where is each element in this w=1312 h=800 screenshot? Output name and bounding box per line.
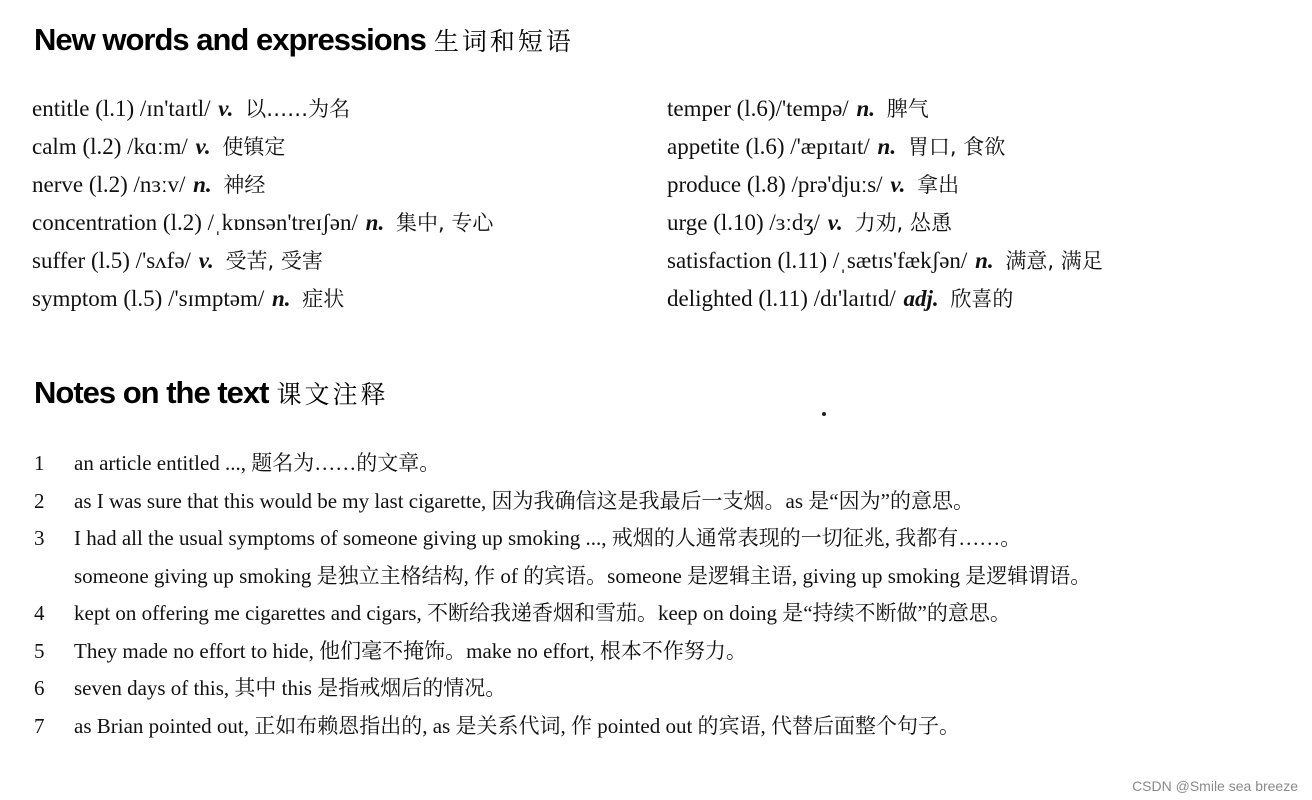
vocab-entry — [32, 280, 652, 318]
note-number: 7 — [34, 713, 45, 738]
vocab-word: calm (l.2) /kɑːm/ — [32, 134, 188, 159]
notes-list — [34, 445, 1284, 745]
note-item — [34, 520, 1284, 595]
vocab-pos: n. — [877, 134, 897, 159]
note-text: an article entitled ..., 题名为……的文章。 — [74, 451, 441, 475]
vocab-word: concentration (l.2) /ˌkɒnsən'treɪʃən/ — [32, 210, 358, 235]
vocab-pos: adj. — [903, 286, 939, 311]
watermark: CSDN @Smile sea breeze — [1132, 778, 1298, 794]
note-text: kept on offering me cigarettes and cigars, 不断给我递香烟和雪茄。keep on doing 是“持续不断做”的意思。 — [74, 601, 1011, 625]
vocab-meaning: 力劝, 怂恿 — [854, 211, 952, 235]
note-number: 3 — [34, 526, 45, 550]
note-number: 4 — [34, 601, 45, 625]
vocab-meaning: 使镇定 — [222, 135, 286, 159]
vocab-word: satisfaction (l.11) /ˌsætɪs'fækʃən/ — [667, 248, 968, 273]
vocab-entry — [667, 166, 1287, 204]
vocab-pos: n. — [975, 248, 994, 273]
notes-heading-en: Notes on the text — [34, 375, 269, 410]
vocab-meaning: 胃口, 食欲 — [907, 135, 1006, 159]
vocab-word: delighted (l.11) /dɪ'laɪtɪd/ — [667, 286, 896, 311]
vocab-pos: n. — [193, 172, 212, 197]
note-number: 5 — [34, 638, 45, 663]
vocab-pos: n. — [856, 96, 875, 121]
vocab-word: temper (l.6)/'tempə/ — [667, 96, 849, 121]
new-words-heading — [34, 22, 574, 58]
vocab-entry — [667, 204, 1287, 242]
note-item — [34, 708, 1284, 746]
vocab-meaning: 脾气 — [886, 97, 929, 121]
vocab-word: nerve (l.2) /nɜːv/ — [32, 172, 186, 197]
notes-heading — [34, 375, 388, 411]
vocab-pos: n. — [271, 286, 291, 311]
vocab-entry — [32, 242, 652, 280]
vocab-pos: v. — [198, 248, 214, 273]
note-text: seven days of this, 其中 this 是指戒烟后的情况。 — [74, 676, 507, 700]
note-text: I had all the usual symptoms of someone giving up smoking ..., 戒烟的人通常表现的一切征兆, 我都有……。 — [74, 526, 1022, 550]
vocab-word: produce (l.8) /prə'djuːs/ — [667, 172, 883, 197]
vocab-word: suffer (l.5) /'sʌfə/ — [32, 248, 191, 273]
note-text: as I was sure that this would be my last cigarette, 因为我确信这是我最后一支烟。as 是“因为”的意思。 — [74, 488, 974, 513]
new-words-heading-cn: 生词和短语 — [433, 27, 574, 56]
vocab-pos: v. — [890, 172, 906, 197]
vocab-entry — [667, 90, 1287, 128]
vocab-pos: v. — [218, 96, 234, 121]
vocab-pos: v. — [827, 210, 843, 235]
note-number: 2 — [34, 488, 45, 513]
vocab-meaning: 集中, 专心 — [395, 211, 494, 235]
vocab-meaning: 拿出 — [917, 173, 960, 197]
note-item — [34, 483, 1284, 521]
note-item — [34, 445, 1284, 483]
vocab-word: symptom (l.5) /'sɪmptəm/ — [32, 286, 265, 311]
vocab-meaning: 症状 — [302, 287, 345, 311]
vocab-pos: v. — [195, 134, 211, 159]
vocab-column-left — [32, 90, 652, 318]
vocab-word: urge (l.10) /ɜːdʒ/ — [667, 210, 820, 235]
vocab-entry — [32, 166, 652, 204]
new-words-heading-en: New words and expressions — [34, 22, 426, 57]
vocab-meaning: 满意, 满足 — [1005, 249, 1103, 273]
note-item — [34, 670, 1284, 708]
vocab-word: appetite (l.6) /'æpɪtaɪt/ — [667, 134, 870, 159]
notes-heading-cn: 课文注释 — [276, 380, 389, 409]
vocab-entry — [667, 128, 1287, 166]
vocab-pos: n. — [365, 210, 385, 235]
note-item — [34, 595, 1284, 633]
note-number: 1 — [34, 451, 45, 475]
note-text: as Brian pointed out, 正如布赖恩指出的, as 是关系代词, 作 pointed out 的宾语, 代替后面整个句子。 — [74, 713, 961, 738]
scan-speck — [822, 412, 826, 416]
vocab-entry — [667, 242, 1287, 280]
vocab-entry — [667, 280, 1287, 318]
vocab-column-right — [667, 90, 1287, 318]
vocab-meaning: 以……为名 — [245, 97, 351, 121]
note-item — [34, 633, 1284, 671]
vocab-entry — [32, 90, 652, 128]
note-text-continued: someone giving up smoking 是独立主格结构, 作 of 的宾语。someone 是逻辑主语, giving up smoking 是逻辑谓语。 — [74, 563, 1092, 588]
vocab-meaning: 欣喜的 — [950, 287, 1014, 311]
vocab-word: entitle (l.1) /ɪn'taɪtl/ — [32, 96, 211, 121]
note-text: They made no effort to hide, 他们毫不掩饰。make no effort, 根本不作努力。 — [74, 638, 747, 663]
note-number: 6 — [34, 676, 45, 700]
vocab-entry — [32, 204, 652, 242]
vocab-entry — [32, 128, 652, 166]
vocab-meaning: 神经 — [223, 173, 266, 197]
vocab-meaning: 受苦, 受害 — [225, 249, 323, 273]
